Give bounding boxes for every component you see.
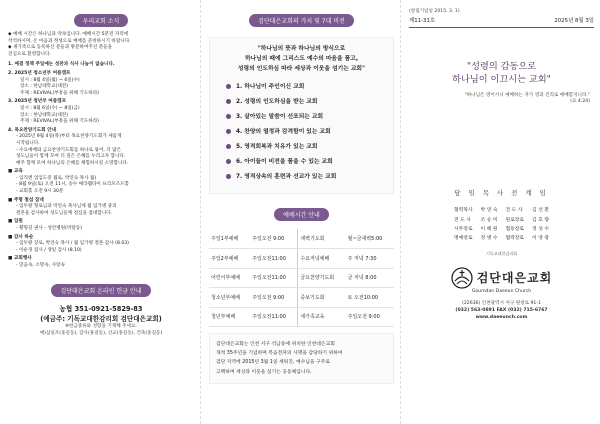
staff-role: 전 도 사 (454, 217, 471, 223)
table-row (209, 229, 394, 249)
table-row (209, 249, 394, 269)
theme-line: "성령의 감동으로 (466, 61, 537, 72)
section-line: - 임직엔 엄입도증 월로, 박연숙 목사 월) (16, 175, 97, 181)
church-contact (409, 300, 594, 321)
table-row (450, 214, 553, 223)
church-phone: (032) 563-0891 FAX (032) 715-6767 (455, 307, 548, 313)
staff-table (450, 205, 553, 243)
section-line: 시작됩니다. (16, 140, 40, 146)
table-row (209, 268, 394, 288)
staff-role: 명예장로 (454, 236, 473, 242)
worship-title: 예배시간 안내 (274, 208, 329, 221)
notice-title: 우리교회 소식 (74, 14, 129, 27)
section-line: 주제 : REVIVAL(부흥을 위해 기도하라) (20, 119, 99, 125)
offering-note: 예)십일조(홍길동), 감사(홍길동), 선교(홍길동), 건축(홍길동) (39, 330, 163, 336)
theme-line: 하나님이 이끄시는 교회" (452, 74, 551, 85)
vision-list (218, 80, 385, 185)
vision-item: 7. 영적상속의 훈련과 선교가 있는 교회 (218, 170, 385, 185)
staff-role: 전 도 사 (505, 208, 523, 214)
staff-role: 협력목사 (454, 208, 473, 214)
worship-time: 주일오전11:00 (250, 307, 298, 327)
left-panel (0, 0, 200, 424)
worship-time: 주일오전11:00 (250, 268, 298, 288)
staff-name: 정 병 수 (480, 236, 498, 242)
news-sections (8, 62, 194, 269)
worship-name: 새가족교육 (298, 307, 346, 327)
intro-line: 고백하며 세상과 이웃을 섬기는 공동체입니다. (216, 369, 312, 375)
vision-item: 6. 아이들이 비전을 품을 수 있는 교회 (218, 155, 385, 170)
intro-line: 개척 35주년을 기념하며 복음전파의 사명을 감당하기 위하여 (216, 351, 343, 357)
section-line: 일시 : 8월 6일(수) ~ 8일(금) (20, 105, 80, 111)
worship-name: 새벽기도회 (298, 229, 346, 249)
staff-name: 박 연 숙 (480, 208, 498, 214)
church-eng-name: Goumdan Daeeun Church (471, 288, 532, 294)
staff-role: 협력장로 (505, 236, 525, 242)
worship-time: 주일오전 9:00 (250, 229, 298, 249)
middle-panel (200, 0, 400, 424)
verse-text: "하나님은 영이시니 예배하는 자가 영과 진리로 예배할지니라." (464, 93, 590, 98)
church-logo (409, 267, 594, 289)
section-head: ■ 교육 (8, 169, 23, 175)
section-line: - 황형길 권사 - 성안병원(박달동) (16, 226, 82, 232)
offering-holder: (예금주: 기독교대한감리회 검단대은교회) (40, 314, 162, 323)
online-offering (8, 278, 194, 337)
worship-name: 수요저녁예배 (298, 249, 346, 269)
church-website[interactable]: www.daeeunch.com (475, 314, 528, 320)
notice-item: 착석하시며, 온 마음과 정성으로 예배를 준비하시기 바랍니다. (8, 38, 131, 44)
bulletin-date: 2025년 8월 3일 (554, 18, 594, 24)
church-address: (22636) 인천광역시 서구 원창로 91-1 (462, 300, 541, 306)
section-line: - 임두왕 장로, 박연숙 목사 / 월 임가병 결혼 감사 (8.03) (16, 241, 129, 247)
section-line: 성도님들이 함께 모여 더 깊은 은혜를 누리고자 합니다. (16, 154, 126, 160)
offering-account: 농협 351-0921-5829-83 (59, 304, 143, 313)
notice-list (8, 32, 194, 58)
volume-number: 제11-31호 (409, 18, 436, 24)
worship-time: 월~금새벽5:00 (346, 229, 394, 249)
vision-lead (218, 44, 385, 74)
church-emblem-icon (451, 267, 473, 289)
vision-item: 1. 하나님이 주인이신 교회 (218, 80, 385, 95)
section-line: 주제 : REVIVAL(부흥을 위해 기도하라) (20, 90, 99, 96)
vision-lead-line: "하나님의 뜻과 하나님의 방식으로 (257, 46, 346, 52)
worship-time: 토 오전10:00 (346, 288, 394, 308)
vision-box (209, 37, 394, 194)
church-name: 검단대은교회 (476, 271, 553, 285)
worship-name: 청년부예배 (209, 307, 250, 327)
section-line: - 8월 9일(토) 오전 11시, 송수 매라웹타이 프리모즈르홀 (16, 182, 129, 188)
worship-name: 금요찬양기도회 (298, 268, 346, 288)
staff-name: 이 해 원 (480, 226, 498, 232)
worship-name: 주일2부예배 (209, 249, 250, 269)
notice-item: ◆ 새가족으로 등록하신 분들과 방문하여주신 분들을 (8, 45, 113, 51)
offering-note: ※헌금종류와 성함을 기재해 주세요. (65, 323, 137, 329)
table-row (209, 307, 394, 327)
worship-time: 금 저녁 8:00 (346, 268, 394, 288)
section-head: 1. 예결 정책 주일예는 성찬과 식사 나눔이 없습니다. (8, 62, 115, 68)
section-head: ■ 교회행사 (8, 256, 32, 262)
vision-lead-line: 성령의 인도하심 따라 세상과 이웃을 섬기는 교회" (237, 66, 366, 72)
table-row (450, 205, 553, 214)
staff-role: 원로장로 (505, 217, 525, 223)
section-line: 장소 : 한남대학교(대전) (20, 84, 68, 90)
section-line: - 믿음속, 소망속, 사랑속 (16, 263, 65, 268)
worship-name: 청소년부예배 (209, 288, 250, 308)
right-panel (400, 0, 600, 424)
intro-line: 검단 지역에 2015년 3월 1일 세워진, 예수님을 구주로 (216, 360, 330, 366)
verse (409, 92, 594, 104)
table-row (209, 288, 394, 308)
offering-title: 검단대은교회 온라인 헌금 안내 (51, 284, 150, 297)
worship-table (209, 229, 394, 327)
staff-name: 이 영 광 (532, 236, 549, 242)
worship-name: 어린이부예배 (209, 268, 250, 288)
table-row (450, 233, 553, 242)
vision-item: 3. 살아있는 말씀이 선포되는 교회 (218, 110, 385, 125)
section-head: 3. 2025년 청년부 여름캠프 (8, 99, 67, 105)
worship-time: 주일오전11:00 (250, 249, 298, 269)
section-line: - 교회홀 오전 9시 30분 (16, 189, 64, 195)
vision-item: 4. 찬양의 열정과 감격함이 있는 교회 (218, 125, 385, 140)
bulletin-header (409, 16, 594, 28)
vision-lead-line: 하나님의 때에 그리스도 예수의 마음을 품고, (244, 56, 359, 62)
section-head: ■ 입원 (8, 219, 23, 225)
table-row (450, 224, 553, 233)
denomination: 기독교대한감리회 (486, 250, 517, 256)
section-line: 장소 : 한남대학교(대전) (20, 112, 68, 118)
vision-item: 2. 성령의 인도하심을 받는 교회 (218, 95, 385, 110)
staff-role: 협동장로 (505, 226, 525, 232)
intro-line: 검단대은교회는 인천 서구 석남동에 위치한 인천대은교회 (216, 342, 335, 347)
year-theme (409, 60, 594, 86)
founded-date: (창립기념일 2015. 3. 1) (409, 9, 460, 14)
staff-name: 김 호 량 (532, 217, 549, 223)
notice-item: 진심으로 환영합니다. (8, 51, 51, 57)
worship-time: 주 저녁 7:30 (346, 249, 394, 269)
staff-name: 조 승 미 (480, 217, 498, 223)
section-line: - 이순경 집사 / 생일 감사 (8.10) (16, 247, 82, 253)
staff-name: 김 선 환 (532, 208, 549, 214)
section-line: - 2025년 9월 4일(목)부터 목요찬양기도회가 새롭게 (16, 134, 122, 140)
notice-item: ◆ 예배 시간은 하나님과 약속입니다. 예배시간 5분전 자리에 (8, 32, 129, 37)
section-line: - 수요예배와 금요찬양기도회를 하나로 묶어, 더 많은 (16, 147, 122, 153)
worship-time: 주일오전 9:00 (346, 307, 394, 327)
senior-pastor: 담 임 목 사 전 계 임 (454, 189, 549, 197)
section-head: ■ 주형 철섬 잡네 (8, 197, 44, 203)
section-line: - 임두왕 형로님과 박연숙 목사님께 월 임가병 중의 (16, 204, 117, 210)
worship-name: 중보기도회 (298, 288, 346, 308)
section-line: 결혼을 감사하여 성도님들께 점심을 접대합니다. (16, 210, 113, 216)
staff-role: 시무장로 (454, 226, 473, 232)
verse-ref: (요 4:24) (570, 99, 590, 104)
section-line: 매주 함께 모여 하나님의 은혜를 체험하시길 소망합니다. (16, 160, 129, 166)
worship-time: 주일오전 9:00 (250, 288, 298, 308)
section-head: ■ 감사 하순 (8, 234, 34, 240)
staff-name: 정 성 수 (532, 226, 549, 232)
vision-title: 검단대은교회의 가치 및 7대 비전 (249, 14, 354, 27)
section-head: 4. 목요찬양기도회 안내 (8, 127, 57, 133)
section-head: 2. 2025년 청소년부 여름캠프 (8, 70, 71, 76)
church-intro (209, 333, 394, 384)
worship-name: 주일1부예배 (209, 229, 250, 249)
section-line: 일시 : 8월 4일(월) ~ 6일(수) (20, 77, 80, 83)
vision-item: 5. 영적회복과 치유가 있는 교회 (218, 140, 385, 155)
